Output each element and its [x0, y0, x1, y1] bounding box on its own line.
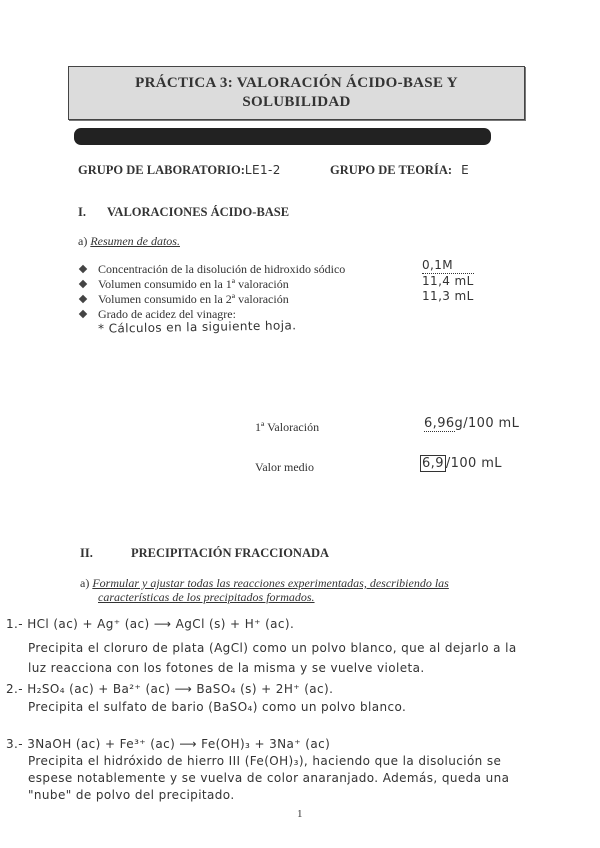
- title-line-2: SOLUBILIDAD: [242, 94, 351, 110]
- bullet-icon: [79, 295, 87, 303]
- volume-2-value: 11,3 mL: [422, 289, 474, 303]
- title-line-1: PRÁCTICA 3: VALORACIÓN ÁCIDO-BASE Y: [135, 75, 458, 91]
- data-values: [422, 258, 474, 304]
- theory-group: [330, 163, 469, 178]
- bullet-icon: [79, 280, 87, 288]
- reaction-1: 1.- HCl (ac) + Ag⁺ (ac) ⟶ AgCl (s) + H⁺ (ac). Precipita el cloruro de plata (AgCl) como un polvo blanco, que al dejarlo a la luz reacciona con los fotones de la misma y se vuelve violeta.: [6, 617, 517, 675]
- bullet-icon: [79, 310, 87, 318]
- lab-group-value: LE1-2: [244, 163, 281, 177]
- list-item: Concentración de la disolución de hidroxido sódico: [80, 262, 345, 277]
- section2-title: PRECIPITACIÓN FRACCIONADA: [131, 546, 330, 560]
- redacted-names-bar: [74, 128, 491, 145]
- theory-group-label: GRUPO DE TEORÍA:: [330, 163, 453, 177]
- theory-group-value: E: [461, 163, 470, 177]
- volume-1-value: 11,4 mL: [422, 274, 474, 288]
- reaction-2: 2.- H₂SO₄ (ac) + Ba²⁺ (ac) ⟶ BaSO₄ (s) + 2H⁺ (ac). Precipita el sulfato de bario (BaSO₄) como un polvo blanco.: [6, 682, 407, 714]
- section1-title: VALORACIONES ÁCIDO-BASE: [107, 205, 290, 219]
- page-number: 1: [297, 808, 303, 820]
- naoh-concentration-value: 0,1M: [422, 258, 474, 274]
- data-list: [80, 262, 345, 322]
- section2-number: II.: [80, 546, 93, 560]
- bullet-icon: [79, 265, 87, 273]
- list-item: Volumen consumido en la 1ª valoración: [80, 277, 345, 292]
- title-box: [68, 66, 525, 120]
- lab-group: [78, 163, 281, 178]
- section1-number: I.: [78, 205, 86, 219]
- lab-group-label: GRUPO DE LABORATORIO:: [78, 163, 245, 177]
- section1-subtitle: a) Resumen de datos.: [78, 234, 180, 248]
- list-item: Volumen consumido en la 2ª valoración: [80, 292, 345, 307]
- result-value-avg: 6,9 /100 mL: [422, 456, 502, 471]
- result-label-1: 1ª Valoración: [255, 420, 320, 434]
- list-item: Grado de acidez del vinagre:: [80, 307, 345, 322]
- reaction-3: 3.- 3NaOH (ac) + Fe³⁺ (ac) ⟶ Fe(OH)₃ + 3Na⁺ (ac) Precipita el hidróxido de hierro III (Fe(OH)₃), haciendo que la disolución se espese notablemente y se vuelva de color anaranjado. Además, queda una "nube" de polvo del precipitado.: [6, 737, 510, 802]
- result-value-1: 6,96g/100 mL: [424, 416, 520, 431]
- section2-subtitle: a) Formular y ajustar todas las reacciones experimentadas, describiendo las características de los precipitados formados.: [80, 576, 449, 604]
- calculations-note: * Cálculos en la siguiente hoja.: [97, 318, 297, 336]
- result-label-avg: Valor medio: [255, 460, 314, 474]
